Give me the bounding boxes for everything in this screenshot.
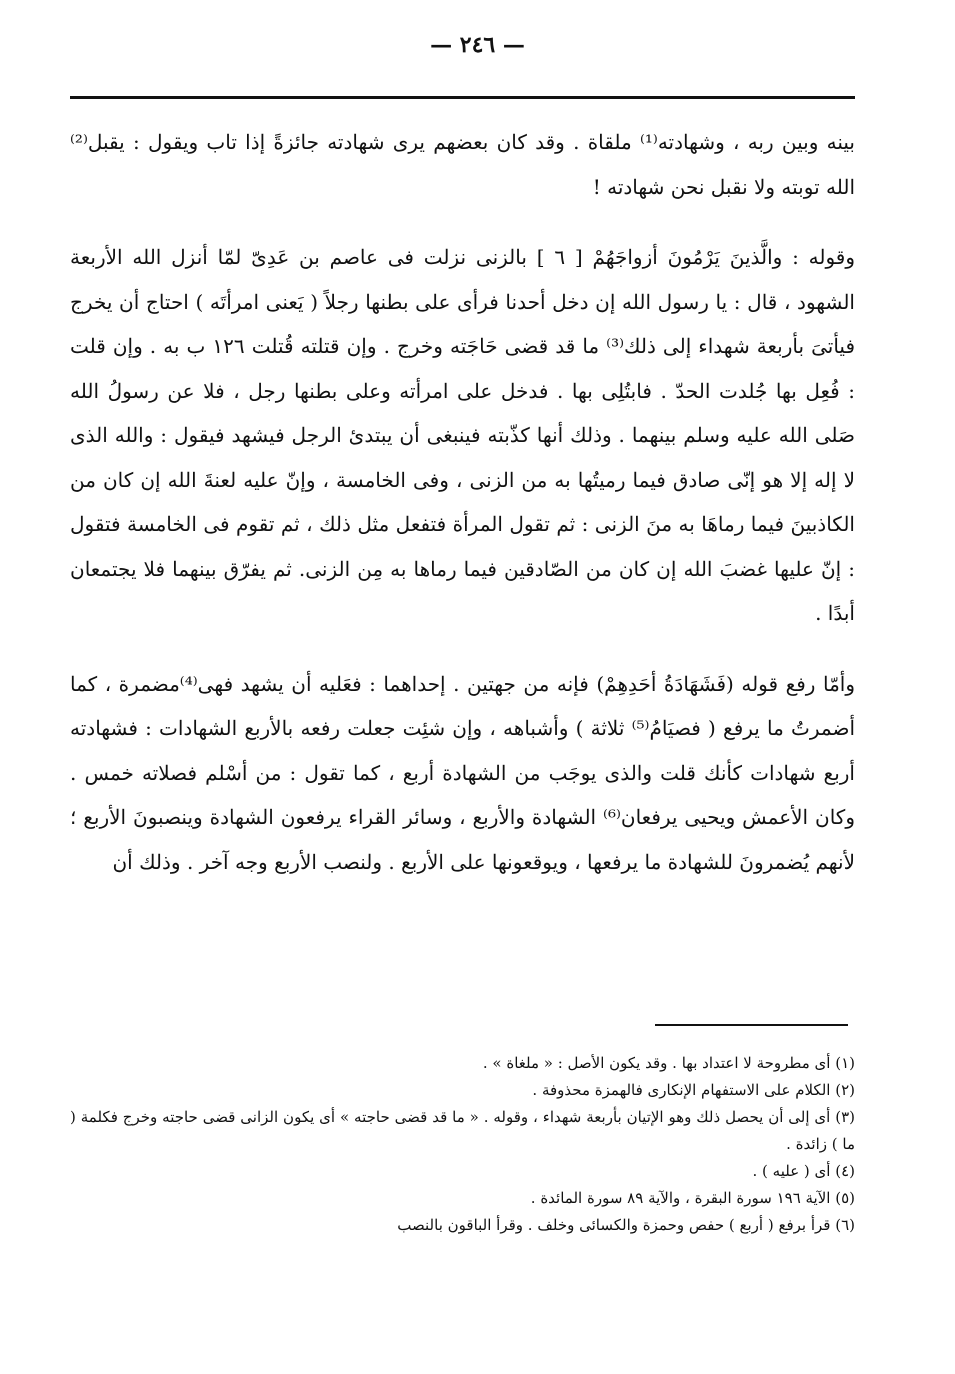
footnotes	[70, 1050, 855, 1239]
footnote-1: (١) أى مطروحة لا اعتداد بها . وقد يكون الأصل : « ملغاة » .	[482, 1054, 855, 1072]
footnote-3: (٣) أى إلى أن يحصل ذلك وهو الإتيان بأربعة شهداء ، وقوله . « ما قد قضى حاجته » أى يكون الزانى قضى حاجته وخرج فكلمة ( ما ) زائدة .	[70, 1108, 855, 1153]
footnote-6: (٦) قرأ برفع ( أربع ) حفص وحمزة والكسائى وخلف . وقرأ الباقون بالنصب	[397, 1216, 855, 1234]
footnote-5: (٥) الآية ١٩٦ سورة البقرة ، والآية ٨٩ سورة المائدة .	[530, 1189, 855, 1207]
paragraph-1: بينه وبين ربه ، وشهادته⁽¹⁾ ملقاة . وقد كان بعضهم يرى شهادته جائزةً إذا تاب ويقول : يقبل⁽²⁾ الله توبته ولا نقبل نحن شهادته !	[70, 130, 855, 199]
footnote-rule	[655, 1024, 848, 1026]
header-rule	[70, 96, 855, 99]
page-number: — ٢٤٦ —	[430, 32, 525, 58]
paragraph-3: وأمّا رفع قوله (فَشَهَادَةُ أحَدِهِمْ) فإنه من جهتين . إحداهما : فعَليه أن يشهد فهى⁽⁴⁾مضمرة ، كما أضمرتُ ما يرفع ( فصيَامُ⁽⁵⁾ ثلاثة ) وأشباهه ، وإن شئِت جعلت رفعه بالأربع الشهادات : فشهادته أربع شهادات كأنك قلت والذى يوجَب من الشهادة أربع ، كما تقول : من أسْلم فصلاته خمس . وكان الأعمش ويحيى يرفعان⁽⁶⁾ الشهادة والأربع ، وسائر القراء يرفعون الشهادة وينصبونَ الأربع ؛ لأنهم يُضمرونَ للشهادة ما يرفعها ، ويوقعونها على الأربع . ولنصب الأربع وجه آخر . وذلك أن	[70, 671, 856, 874]
footnote-2: (٢) الكلام على الاستفهام الإنكارى فالهمزة محذوفة .	[532, 1081, 855, 1099]
paragraph-2: وقوله : والَّذينَ يَرْمُونَ أزواجَهُمْ [ ٦ ] بالزنى نزلت فى عاصم بن عَدِىّ لمّا أنزل الله الأربعة الشهود ، قال : يا رسول الله إن دخل أحدنا فرأى على بطنها رجلاً ( يَعنى امرأتَه ) احتاج أن يخرج فيأتىَ بأربعة شهداء إلى ذلك⁽³⁾ ما قد قضى حَاجَته وخرج . وإن قتلته قُتلت ١٢٦ ب به . وإن قلت : فُعِل بها جُلدت الحدّ . فابتُلِى بها . فدخل على امرأته وعلى بطنها رجل ، فلا عن رسولُ الله صَلى الله عليه وسلم بينهما . وذلك أنها كذّبته فينبغى أن يبتدئ الرجل فيشهد فيقول : والله الذى لا إله إلا هو إنّى صادق فيما رميتُها به من الزنى ، وفى الخامسة ، وإنّ عليه لعنةَ الله إن كان من الكاذبينَ فيما رماهَا به منَ الزنى : ثم تقول المرأة فتفعل مثل ذلك ، ثم تقوم فى الخامسة فتقول : إنّ عليها غضبَ الله إن كان من الصّادقين فيما رماها به مِن الزنى. ثم يفرّق بينهما فلا يجتمعان أبدًا .	[70, 245, 856, 625]
footnote-4: (٤) أى ( عليه ) .	[752, 1162, 855, 1180]
body-text	[70, 120, 855, 884]
